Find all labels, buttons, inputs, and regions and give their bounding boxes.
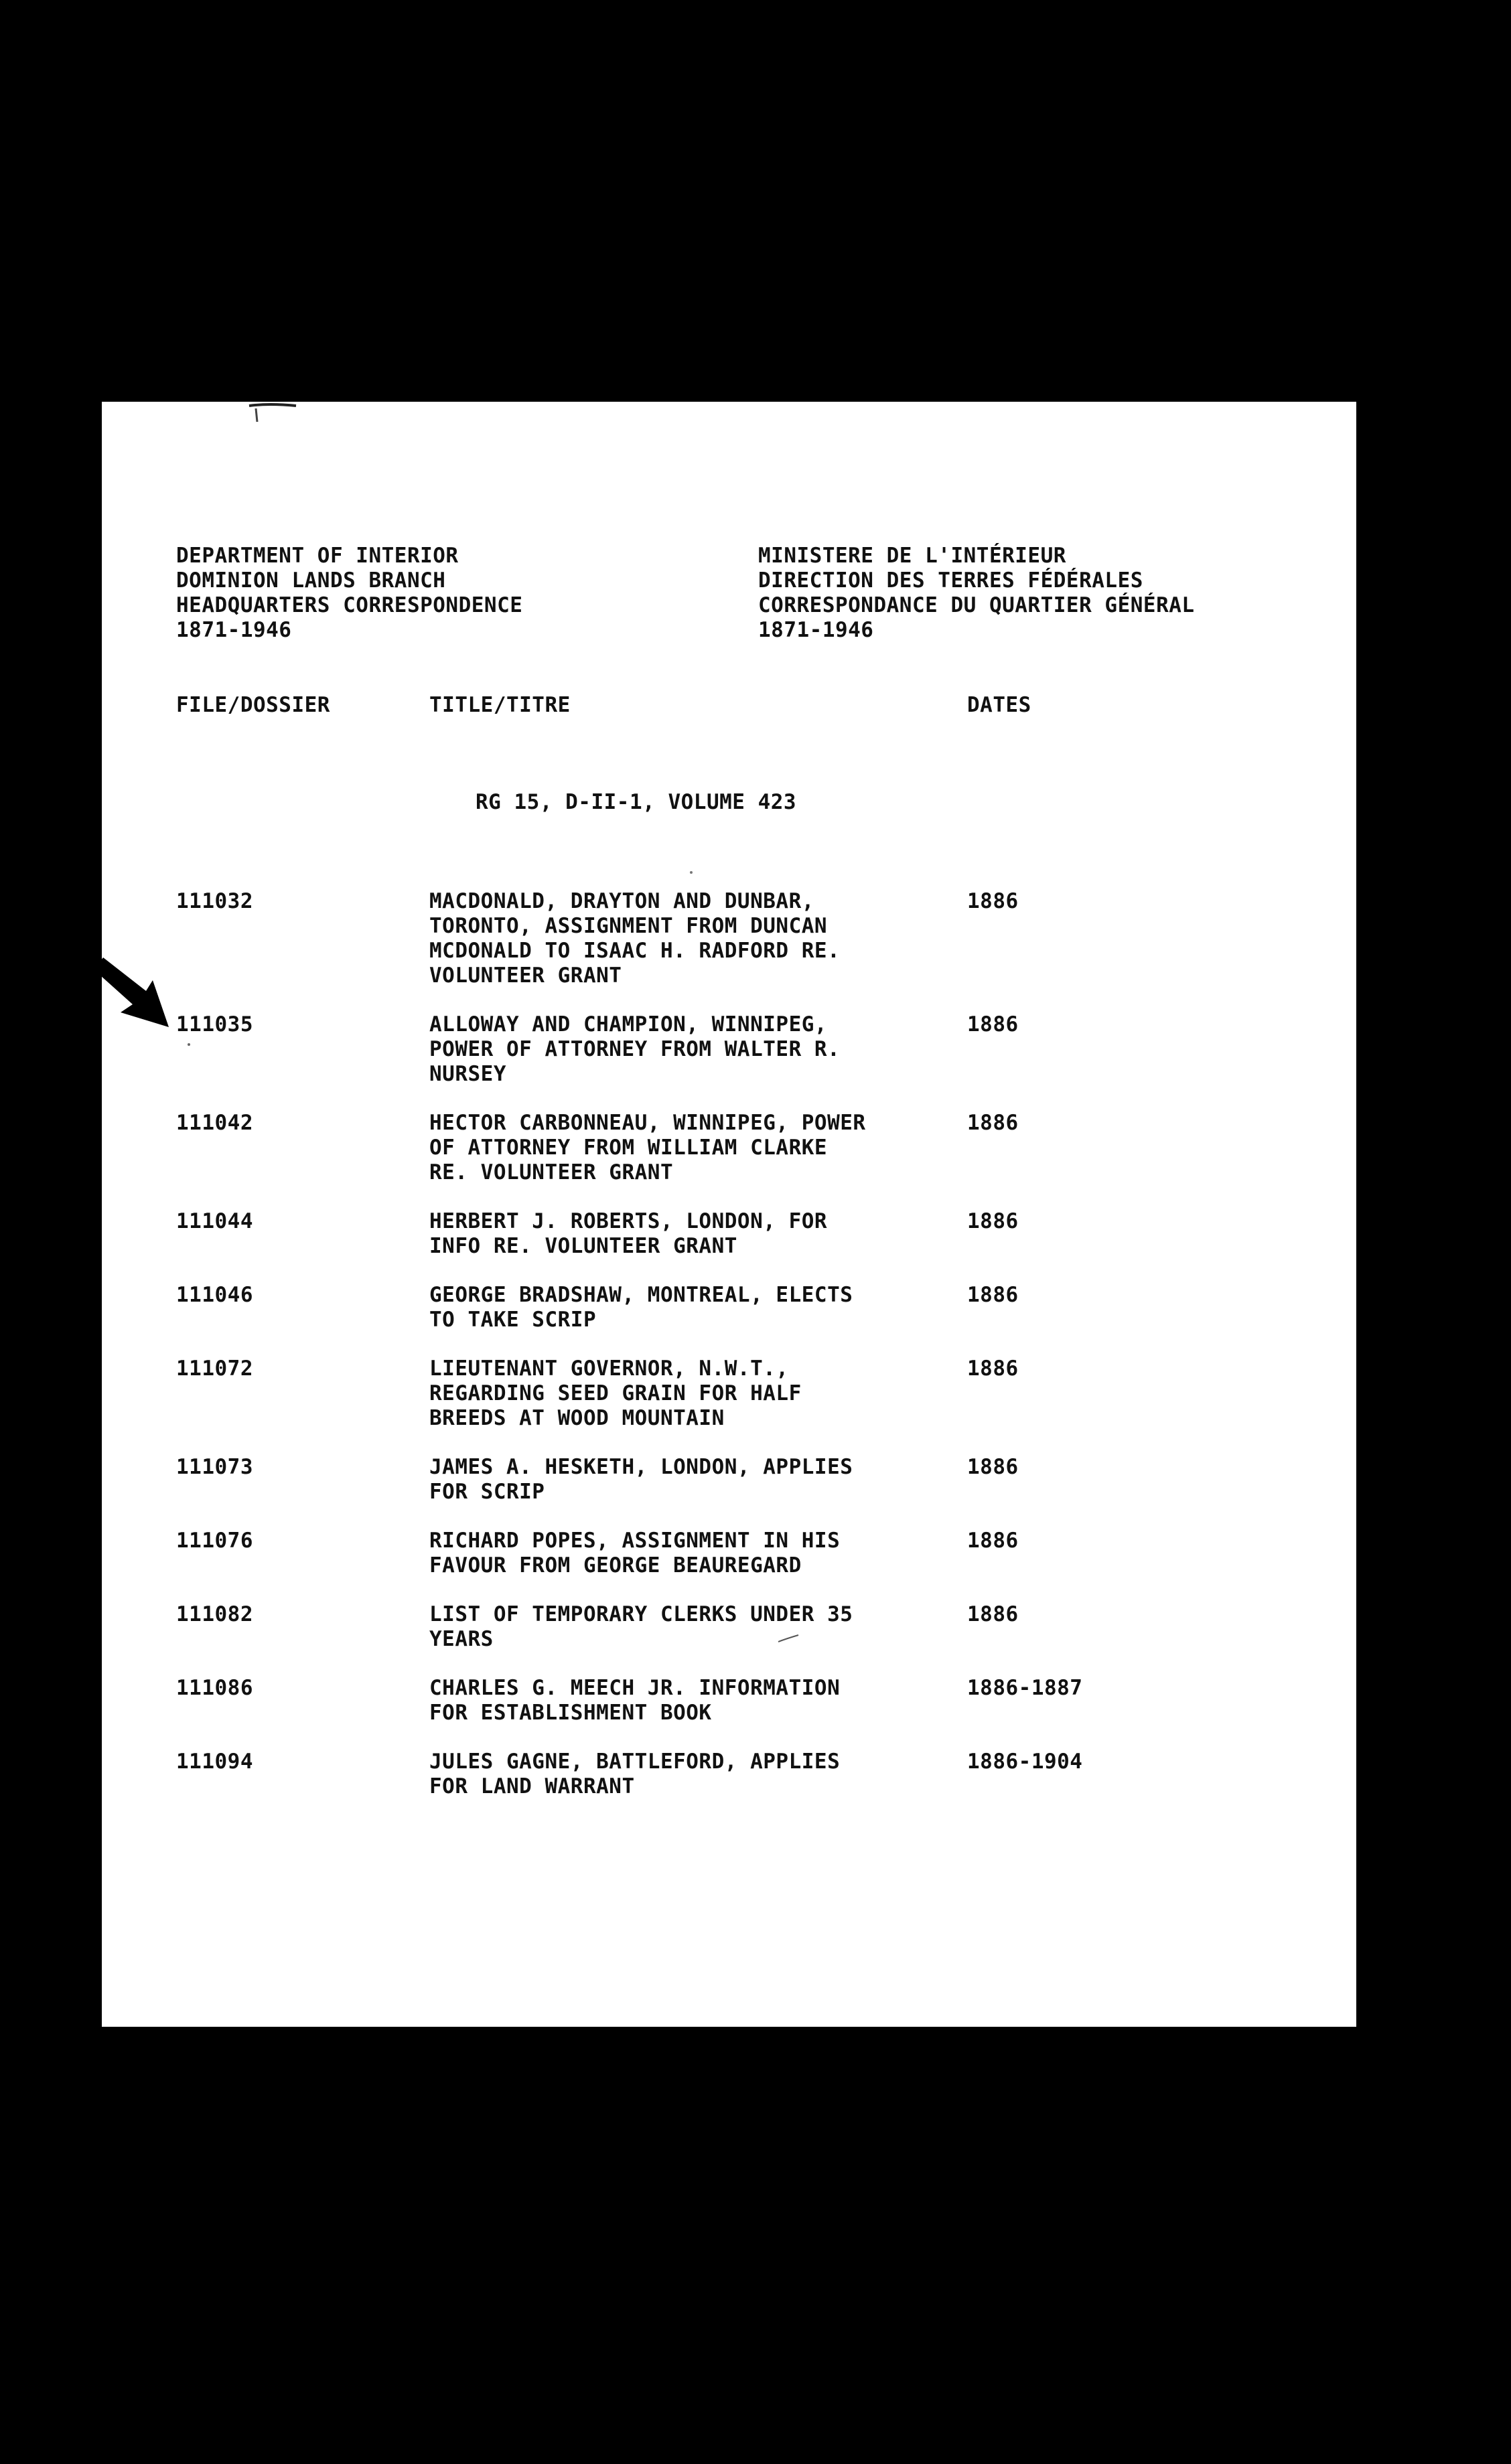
entry-dates: 1886: [967, 1357, 1019, 1381]
document-body: [102, 402, 1356, 2027]
header-line: 1871-1946: [176, 618, 292, 642]
header-line: HEADQUARTERS CORRESPONDENCE: [176, 593, 523, 617]
entry-title: MACDONALD, DRAYTON AND DUNBAR, TORONTO, ASSIGNMENT FROM DUNCAN MCDONALD TO ISAAC H. RADFORD RE. VOLUNTEER GRANT: [429, 889, 841, 988]
entry-file-number: 111094: [176, 1750, 253, 1774]
entry-file-number: 111073: [176, 1455, 253, 1479]
header-line: DEPARTMENT OF INTERIOR: [176, 544, 459, 568]
entry-file-number: 111076: [176, 1529, 253, 1553]
entry-dates: 1886: [967, 1602, 1019, 1626]
entry-title: LIST OF TEMPORARY CLERKS UNDER 35 YEARS: [429, 1602, 853, 1651]
entry-file-number: 111032: [176, 889, 253, 913]
entry-dates: 1886-1904: [967, 1750, 1083, 1774]
entry-dates: 1886: [967, 889, 1019, 913]
entry-dates: 1886: [967, 1283, 1019, 1307]
column-header-file: FILE/DOSSIER: [176, 693, 330, 717]
entry-file-number: 111042: [176, 1111, 253, 1135]
entry-dates: 1886: [967, 1111, 1019, 1135]
entry-file-number: 111044: [176, 1209, 253, 1233]
entry-title: JULES GAGNE, BATTLEFORD, APPLIES FOR LAND WARRANT: [429, 1750, 841, 1798]
entry-file-number: 111086: [176, 1676, 253, 1700]
entry-title: LIEUTENANT GOVERNOR, N.W.T., REGARDING SEED GRAIN FOR HALF BREEDS AT WOOD MOUNTAIN: [429, 1357, 802, 1430]
entry-dates: 1886: [967, 1012, 1019, 1036]
header-line: DIRECTION DES TERRES FÉDÉRALES: [758, 568, 1143, 593]
entry-dates: 1886-1887: [967, 1676, 1083, 1700]
entry-title: JAMES A. HESKETH, LONDON, APPLIES FOR SCRIP: [429, 1455, 853, 1504]
entry-file-number: 111035: [176, 1012, 253, 1036]
scan-specks: [102, 402, 1356, 2027]
header-line: CORRESPONDANCE DU QUARTIER GÉNÉRAL: [758, 593, 1195, 617]
column-header-title: TITLE/TITRE: [429, 693, 571, 717]
entry-dates: 1886: [967, 1455, 1019, 1479]
entry-dates: 1886: [967, 1529, 1019, 1553]
entry-title: CHARLES G. MEECH JR. INFORMATION FOR ESTABLISHMENT BOOK: [429, 1676, 841, 1725]
entry-title: GEORGE BRADSHAW, MONTREAL, ELECTS TO TAKE SCRIP: [429, 1283, 853, 1332]
entry-title: RICHARD POPES, ASSIGNMENT IN HIS FAVOUR FROM GEORGE BEAUREGARD: [429, 1529, 841, 1577]
entry-title: ALLOWAY AND CHAMPION, WINNIPEG, POWER OF ATTORNEY FROM WALTER R. NURSEY: [429, 1012, 841, 1086]
entry-dates: 1886: [967, 1209, 1019, 1233]
entry-title: HECTOR CARBONNEAU, WINNIPEG, POWER OF ATTORNEY FROM WILLIAM CLARKE RE. VOLUNTEER GRANT: [429, 1111, 866, 1184]
header-line: DOMINION LANDS BRANCH: [176, 568, 446, 593]
entry-title: HERBERT J. ROBERTS, LONDON, FOR INFO RE. VOLUNTEER GRANT: [429, 1209, 828, 1258]
header-line: 1871-1946: [758, 618, 874, 642]
header-line: MINISTERE DE L'INTÉRIEUR: [758, 544, 1066, 568]
column-header-dates: DATES: [967, 693, 1031, 717]
entry-file-number: 111046: [176, 1283, 253, 1307]
document-page: [102, 402, 1356, 2027]
entry-file-number: 111082: [176, 1602, 253, 1626]
volume-reference: RG 15, D-II-1, VOLUME 423: [476, 790, 797, 814]
entry-file-number: 111072: [176, 1357, 253, 1381]
